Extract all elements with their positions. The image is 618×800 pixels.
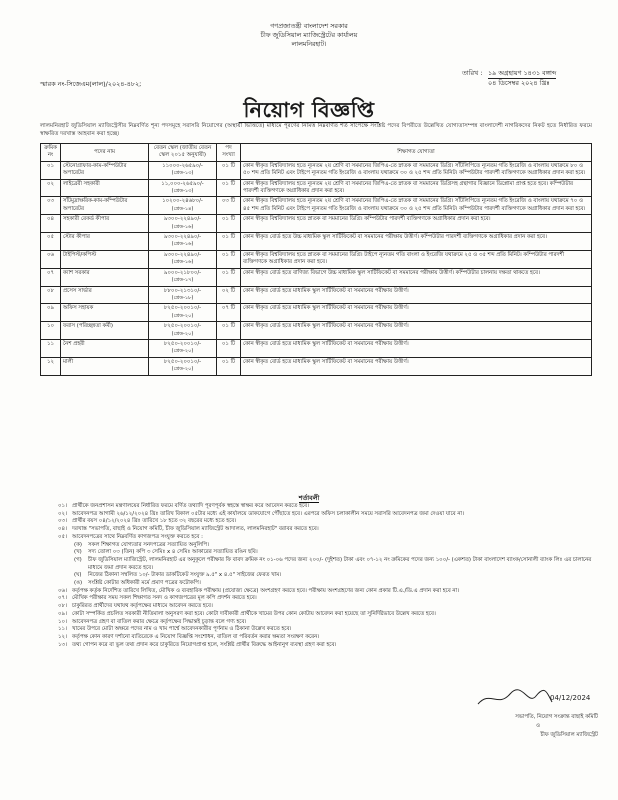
condition-text: আবেদনপত্র আগামী ২৬/১২/২০২৪ খ্রিঃ তারিখ বিকাল ০৫টার মধ্যে এই কার্যালয়ে ডাকযোগে পৌঁছাতে হবে। এরপরে অফিস চলাকালীন সময়ে সরাসরি আবেদনপত্র জমা দেওয়া যাবে না। (72, 510, 465, 517)
office-name: চীফ জুডিসিয়াল ম্যাজিস্ট্রেটের কার্যালয় (260, 31, 358, 39)
cell-qualification: কোন স্বীকৃত বোর্ড হতে মাধ্যমিক স্কুল সার্টিফিকেট বা সমমানের পরীক্ষায় উত্তীর্ণ। (241, 357, 592, 375)
condition-text: প্রার্থীর বয়স ০৪/১২/২০২৪ খ্রিঃ তারিখে ১৮ হতে ৩২ বছরের মধ্যে হতে হবে। (72, 518, 237, 525)
cell-post: স্টেনোগ্রাফার-কাম-কম্পিউটার অপারেটর (61, 161, 149, 179)
cell-qualification: কোন স্বীকৃত বিশ্ববিদ্যালয় হতে স্নাতক বা সমমানের ডিগ্রি। কম্পিউটার পারদর্শী ব্যক্তিগণকে অগ্রাধিকার প্রদান করা হবে। (241, 215, 592, 233)
cell-pay-scale (149, 339, 217, 357)
cell-qualification: কোন স্বীকৃত বোর্ড হতে উচ্চ মাধ্যমিক স্কুল সার্টিফিকেট বা সমমানের পরীক্ষায় উত্তীর্ণ। কম্পিউটার পারদর্শী ব্যক্তিগণকে অগ্রাধিকার প্রদান করা হবে। (241, 233, 592, 251)
condition-subitem (58, 572, 592, 580)
pay-range: ৮২৫০-২০০১০/- (163, 305, 202, 312)
condition-text: কর্তৃপক্ষ কর্তৃক নির্দেশিত তারিখে লিখিত, মৌখিক ও ব্যবহারিক পরীক্ষায় (প্রযোজ্য ক্ষেত্রে) অংশগ্রহণ করতে হবে। পরীক্ষায় অংশগ্রহণের জন্য কোন প্রকার টি.এ./ডি.এ প্রদান করা হবে না। (72, 587, 460, 594)
cell-post: সাঁটমুদ্রাক্ষরিক-কাম-কম্পিউটার অপারেটর (61, 197, 149, 215)
pay-grade: (গ্রেড-১৬) (171, 241, 194, 248)
condition-subitem (58, 549, 592, 557)
condition-text: মৌখিক পরীক্ষার সময় সকল শিক্ষাগত সনদ ও কাগজপত্রের মূল কপি প্রদর্শন করতে হবে। (72, 595, 257, 602)
condition-text: সকল শিক্ষাগত যোগ্যতার সনদপত্রের সত্যায়িত অনুলিপি। (88, 541, 210, 548)
condition-number: (ঙ) (74, 580, 83, 587)
cell-post: ফরাস (পরিচ্ছন্নতা কর্মী) (61, 322, 149, 340)
condition-number: ০২। (58, 510, 67, 517)
condition-number: (গ) (74, 556, 82, 563)
notice-title: নিয়োগ বিজ্ঞপ্তি (0, 94, 618, 129)
table-header-row (41, 144, 592, 162)
cell-qualification: কোন স্বীকৃত বিশ্ববিদ্যালয় হতে স্নাতক বা সমমানের ডিগ্রি। টাইপে ন্যূনতম গতি বাংলা ও ইংরেজি যথাক্রমে ২৫ ও ৩৫ শব্দ প্রতি মিনিট। কম্পিউটার পারদর্শী ব্যক্তিগণকে অগ্রাধিকার প্রদান করা হবে। (241, 250, 592, 268)
signatory-role: সভাপতি, নিয়োগ সংক্রান্ত বাছাই কমিটি (515, 714, 598, 720)
condition-text: আবেদনপত্রের সাথে নিম্নবর্ণিত কাগজপত্র সংযুক্ত করতে হবে : (72, 533, 203, 540)
cell-serial: ০৪ (41, 215, 61, 233)
pay-grade: (গ্রেড-১৩) (171, 170, 194, 177)
pay-grade: (গ্রেড-২০) (171, 312, 194, 319)
cell-post: টাইপিস্ট/কপিস্ট (61, 250, 149, 268)
condition-item (58, 626, 592, 634)
condition-number: ০৪। (58, 526, 67, 533)
cell-serial: ০৯ (41, 304, 61, 322)
condition-text: প্রার্থীকে জনপ্রশাসন মন্ত্রণালয়ের নির্ধারিত ফরমে বর্ণিত তথ্যাদি পূরণপূর্বক স্বহস্তে স্বাক্ষর করে আবেদন করতে হবে। (72, 503, 310, 509)
signature-date: 04/12/2024 (550, 694, 591, 702)
date-bangla: ১৯ অগ্রহায়ণ ১৪৩১ বঙ্গাব্দ (488, 69, 557, 77)
cell-post-count: ০২ টি (217, 286, 241, 304)
condition-number: (ক) (74, 541, 82, 548)
pay-grade: (গ্রেড-১৩) (171, 188, 194, 195)
signatory-block (398, 713, 598, 740)
cell-pay-scale (149, 268, 217, 286)
cell-post-count: ০১ টি (217, 339, 241, 357)
pay-grade: (গ্রেড-১৬) (171, 223, 194, 230)
pay-range: ৯৩০০-২২৪৯০/- (163, 251, 202, 258)
cell-serial: ০৮ (41, 286, 61, 304)
pay-grade: (গ্রেড-১৮) (171, 294, 194, 301)
condition-number: (খ) (74, 549, 82, 556)
pay-grade: (গ্রেড-১৭) (171, 277, 194, 284)
cell-serial: ০৩ (41, 197, 61, 215)
cell-pay-scale (149, 215, 217, 233)
cell-post-count: ০১ টি (217, 233, 241, 251)
cell-post: মালী (61, 357, 149, 375)
condition-number: ১২। (58, 633, 67, 640)
cell-post-count: ০১ টি (217, 357, 241, 375)
cell-post: প্রসেস সার্ভার (61, 286, 149, 304)
condition-text: তথ্য গোপন করে বা ভুল তথ্য প্রদান করে চাকুরিতে নিয়োগপ্রাপ্ত হলে, সংশ্লিষ্ট প্রার্থীর বিরুদ্ধে আইনানুগ ব্যবস্থা গ্রহণ করা হবে। (72, 641, 337, 648)
pay-range: ৮২৫০-২০০১০/- (163, 340, 202, 347)
condition-text: আবেদনপত্র গ্রহণ বা বাতিল করার ক্ষেত্রে কর্তৃপক্ষের সিদ্ধান্তই চূড়ান্ত বলে গণ্য হবে। (72, 618, 247, 625)
cell-post-count: ০১ টি (217, 161, 241, 179)
cell-serial: ১০ (41, 322, 61, 340)
pay-grade: (গ্রেড-২০) (171, 348, 194, 355)
condition-text: কোটা সম্পর্কিত প্রচলিত সরকারী নীতিমালা অনুসরণ করা হবে। কোটা দাবীকারী প্রার্থীকে খামের উপর কোন কোটায় আবেদন করা হয়েছে তা সুনির্দিষ্টভাবে উল্লেখ করতে হবে। (72, 610, 436, 617)
condition-subitem (58, 557, 592, 572)
condition-item (58, 503, 592, 511)
pay-range: ৯০০০-২১৮০০/- (163, 269, 202, 276)
cell-qualification: কোন স্বীকৃত বিশ্ববিদ্যালয় হতে ন্যূনতম ২য় শ্রেণি বা সমমানের জিপিএ-তে স্নাতক বা সমমানের ডিগ্রি। সাঁটলিপিতে ন্যূনতম গতি ইংরেজি ও বাংলায় যথাক্রমে ৮০ ও ৫০ শব্দ প্রতি মিনিট এবং টাইপে ন্যূনতম গতি ইংরেজি ও বাংলায় যথাক্রমে ৩০ ও ২৫ শব্দ প্রতি মিনিট। কম্পিউটার পারদর্শী ব্যক্তিগণকে অগ্রাধিকার প্রদান করা হবে। (241, 161, 592, 179)
table-row (41, 322, 592, 340)
cell-serial: ০৫ (41, 233, 61, 251)
signatory-conjunction: ও (536, 723, 540, 729)
pay-range: ৯৩০০-২২৪৯০/- (163, 216, 202, 223)
cell-qualification: কোন স্বীকৃত বোর্ড হতে মাধ্যমিক স্কুল সার্টিফিকেট বা সমমানের পরীক্ষায় উত্তীর্ণ। (241, 286, 592, 304)
cell-pay-scale (149, 322, 217, 340)
header-serial: ক্রমিক নং (41, 144, 61, 162)
condition-item (58, 526, 592, 534)
cell-serial: ১২ (41, 357, 61, 375)
cell-qualification: কোন স্বীকৃত বোর্ড হতে বাণিজ্য বিভাগে উচ্চ মাধ্যমিক স্কুল সার্টিফিকেট বা সমমানের পরীক্ষায় উত্তীর্ণ। কম্পিউটার চালনায় দক্ষতা থাকতে হবে। (241, 268, 592, 286)
table-row (41, 304, 592, 322)
memo-reference: স্মারক নং-সিজেএম(লাল)/২০২৪-৪৮২; (40, 80, 142, 88)
cell-qualification: কোন স্বীকৃত বোর্ড হতে মাধ্যমিক স্কুল সার্টিফিকেট বা সমমানের পরীক্ষায় উত্তীর্ণ। (241, 304, 592, 322)
cell-qualification: কোন স্বীকৃত বিশ্ববিদ্যালয় হতে ন্যূনতম ২য় শ্রেণি বা সমমানের জিপিএ-তে স্নাতক বা সমমানের ডিগ্রি। সাঁটলিপিতে ন্যূনতম গতি ইংরেজি ও বাংলায় যথাক্রমে ৭০ ও ৪৫ শব্দ প্রতি মিনিট এবং টাইপে ন্যূনতম গতি ইংরেজি ও বাংলায় যথাক্রমে ৩০ ও ২৫ শব্দ প্রতি মিনিট। কম্পিউটার পারদর্শী ব্যক্তিগণকে অগ্রাধিকার প্রদান করা হবে। (241, 197, 592, 215)
condition-subitem (58, 542, 592, 550)
cell-pay-scale (149, 304, 217, 322)
condition-number: ১০। (58, 618, 67, 625)
vacancy-rows (41, 161, 592, 375)
condition-number: ০৫। (58, 533, 67, 540)
header-post: পদের নাম (61, 144, 149, 162)
cell-serial: ০৬ (41, 250, 61, 268)
cell-post: সহকারী রেকর্ড কীপার (61, 215, 149, 233)
cell-post: স্টোর কীপার (61, 233, 149, 251)
table-row (41, 286, 592, 304)
pay-range: ১১০০০-২৬৫৯০/- (162, 162, 203, 169)
condition-number: ০৬। (58, 587, 67, 594)
cell-pay-scale (149, 179, 217, 197)
table-row (41, 339, 592, 357)
condition-number: ০১। (58, 503, 67, 509)
cell-pay-scale (149, 286, 217, 304)
condition-number: ১১। (58, 626, 67, 633)
cell-post: নৈশ প্রহরী (61, 339, 149, 357)
condition-item (58, 603, 592, 611)
condition-item (58, 534, 592, 542)
condition-item (58, 634, 592, 642)
cell-pay-scale (149, 161, 217, 179)
cell-serial: ১১ (41, 339, 61, 357)
cell-post-count: ০১ টি (217, 322, 241, 340)
condition-number: ০৮। (58, 603, 67, 610)
cell-post: লাইব্রেরী সহকারী (61, 179, 149, 197)
government-name: গণপ্রজাতন্ত্রী বাংলাদেশ সরকার (270, 22, 348, 30)
cell-pay-scale (149, 357, 217, 375)
condition-number: ০৩। (58, 518, 67, 525)
table-row (41, 357, 592, 375)
condition-item (58, 595, 592, 603)
cell-pay-scale (149, 233, 217, 251)
cell-post-count: ০১ টি (217, 268, 241, 286)
cell-pay-scale (149, 250, 217, 268)
table-row (41, 215, 592, 233)
pay-grade: (গ্রেড-১৪) (171, 205, 194, 212)
conditions-list (58, 503, 592, 649)
table-row (41, 233, 592, 251)
cell-serial: ০২ (41, 179, 61, 197)
condition-number: ১৩। (58, 641, 67, 648)
conditions-title: শর্তাবলী (298, 494, 320, 502)
cell-post: অফিস সহায়ক (61, 304, 149, 322)
condition-text: সংশ্লিষ্ট কোটার অধিকারী মর্মে প্রমাণ পত্রের ফটোকপি। (88, 580, 201, 587)
pay-range: ৮৮০০-২১৩১০/- (163, 287, 202, 294)
vacancy-table (40, 143, 592, 376)
pay-grade: (গ্রেড-২০) (171, 366, 194, 373)
cell-serial: ০১ (41, 161, 61, 179)
condition-text: নিজের ঠিকানা সম্বলিত ১০/- টাকার ডাকটিকেট সংযুক্ত ৯.৫" x ৪.৫" সাইজের ফেরত খাম। (88, 572, 282, 579)
cell-post-count: ০৩ টি (217, 197, 241, 215)
pay-range: ৮২৫০-২০০১০/- (163, 323, 202, 330)
table-row (41, 179, 592, 197)
cell-post-count: ০১ টি (217, 179, 241, 197)
cell-post: ক্যাশ সরকার (61, 268, 149, 286)
pay-grade: (গ্রেড-২০) (171, 330, 194, 337)
condition-text: কর্তৃপক্ষ কোন কারণ দর্শানো ব্যতিরেকে এ নিয়োগ বিজ্ঞপ্তি সংশোধন, বাতিল বা পরিবর্তন করার ক্ষমতা সংরক্ষণ করেন। (72, 633, 320, 640)
pay-grade: (গ্রেড-১৬) (171, 259, 194, 266)
condition-item (58, 518, 592, 526)
table-row (41, 197, 592, 215)
cell-post-count: ০১ টি (217, 250, 241, 268)
condition-text: দরখাস্ত "সভাপতি, বাছাই ও নিয়োগ কমিটি, চীফ জুডিসিয়াল ম্যাজিস্ট্রেট আদালত, লালমনিরহাট" বরাবর করতে হবে। (72, 526, 319, 533)
condition-text: খামের উপরে মোটা অক্ষরে পদের নাম ও খাম পার্শ্বে আবেদনকারীর পূর্ণনাম ও ঠিকানা উল্লেখ করতে হবে। (72, 626, 292, 633)
condition-number: ০৯। (58, 610, 67, 617)
table-row (41, 250, 592, 268)
condition-number: (ঘ) (74, 572, 82, 579)
header-qualification: শিক্ষাগত যোগ্যতা (241, 144, 592, 162)
header-pay-scale: বেতন স্কেল (জাতীয় বেতন স্কেল ২০১৫ অনুযায়ী) (149, 144, 217, 162)
condition-text: চাকুরিরত প্রার্থীদের যথাযথ কর্তৃপক্ষের মাধ্যমে আবেদন করতে হবে। (72, 603, 213, 610)
condition-text: চীফ জুডিসিয়াল ম্যাজিস্ট্রেট, লালমনিরহাট এর অনুকূলে পরীক্ষার ফি বাবদ ক্রমিক নং ০১-০৬ পদের জন্য ২০০/- (দুইশত) টাকা এবং ০৭-১২ নং ক্রমিকের পদের জন্য ১০০/- (একশত) টাকা বাংলাদেশ ব্যাংক/সোনালী ব্যাংক লিঃ এর চালানের মাধ্যমে জমা প্রদান করতে হবে। (88, 556, 592, 571)
condition-number: ০৭। (58, 595, 67, 602)
date-label: তারিখ : (462, 69, 483, 77)
cell-qualification: কোন স্বীকৃত বিশ্ববিদ্যালয় হতে ন্যূনতম ২য় শ্রেণি বা সমমানের জিপিএ-তে স্নাতক বা সমমানের ডিগ্রিসহ গ্রন্থাগার বিজ্ঞানে ডিপ্লোমা প্রাপ্ত হতে হবে। কম্পিউটার পারদর্শী ব্যক্তিগণকে অগ্রাধিকার প্রদান করা হবে। (241, 179, 592, 197)
condition-subitem (58, 580, 592, 588)
table-row (41, 161, 592, 179)
signatory-title: চীফ জুডিসিয়াল ম্যাজিস্ট্রেট (540, 732, 598, 738)
pay-range: ৮২৫০-২০০১০/- (163, 358, 202, 365)
cell-pay-scale (149, 197, 217, 215)
pay-range: ১১,০০০-২৬৫৯০/- (161, 180, 204, 187)
condition-item (58, 642, 592, 650)
office-location: লালমনিরহাট। (291, 40, 327, 48)
condition-item (58, 611, 592, 619)
pay-range: ১০২০০-২৪৬৮০/- (162, 198, 203, 205)
condition-text: সদ্য তোলা ০৩ (তিন) কপি ৩ সেমিঃ x ৪ সেমিঃ আকারের সত্যায়িত রঙিন ছবি। (88, 549, 258, 556)
cell-post-count: ০৭ টি (217, 304, 241, 322)
signature-mark (438, 686, 598, 710)
header-post-count: পদ সংখ্যা (217, 144, 241, 162)
cell-post-count: ০১ টি (217, 215, 241, 233)
cell-serial: ০৭ (41, 268, 61, 286)
cell-qualification: কোন স্বীকৃত বোর্ড হতে মাধ্যমিক স্কুল সার্টিফিকেট বা সমমানের পরীক্ষায় উত্তীর্ণ। (241, 339, 592, 357)
office-header (0, 22, 618, 49)
notice-date (462, 69, 556, 88)
intro-paragraph: লালমনিরহাট জুডিসিয়াল ম্যাজিস্ট্রেসীর নিম্নবর্ণিত শূন্য পদসমূহে সরাসরি নিয়োগের (অস্থায়ী ভিত্তিতে) মাধ্যমে পূরণের নিমিত্ত নিম্নবর্ণিত শর্ত সাপেক্ষে সংশ্লিষ্ট পদের বিপরীতে উল্লেখিত যোগ্যতাসম্পন্ন বাংলাদেশী নাগরিকদের নিকট হতে নির্ধারিত ফরমে স্বাক্ষরিত দরখাস্ত আহবান করা হচ্ছে। (40, 123, 592, 137)
pay-range: ৯৩০০-২২৪৯০/- (163, 234, 202, 241)
cell-qualification: কোন স্বীকৃত বোর্ড হতে মাধ্যমিক স্কুল সার্টিফিকেট বা সমমানের পরীক্ষায় উত্তীর্ণ। (241, 322, 592, 340)
table-row (41, 268, 592, 286)
date-english: ০৪ ডিসেম্বর ২০২৪ খ্রিঃ (488, 79, 550, 87)
